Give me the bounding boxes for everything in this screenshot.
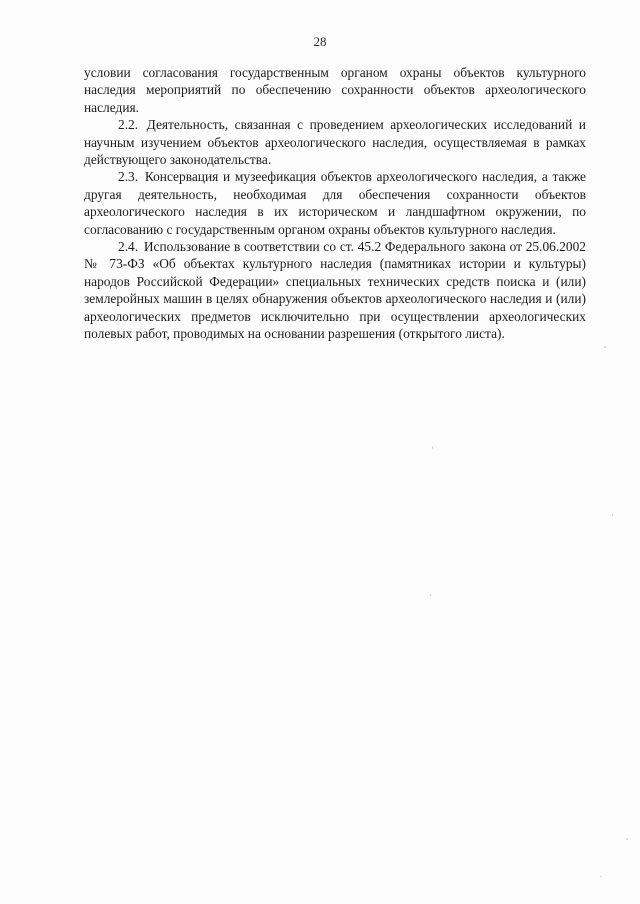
page-number: 28: [313, 34, 327, 49]
paragraph-continuation: [84, 64, 586, 116]
paragraph-number: 2.4.: [118, 239, 139, 255]
scan-speck: [430, 594, 431, 596]
scan-speck: [604, 346, 606, 348]
paragraph-2-3: [84, 168, 586, 238]
paragraph-2-2: [84, 116, 586, 168]
paragraph-number: 2.2.: [118, 117, 139, 133]
paragraph-text: Консервация и музеефикация объектов археологического наследия, а также другая деятельность, необходимая для обеспечения сохранности объектов археологического наследия в их историческом и ландшафтном окружении, по согласованию с государственным органом охраны объектов культурного наследия.: [84, 169, 586, 237]
scan-speck: [600, 876, 602, 877]
paragraph-2-4: [84, 238, 586, 342]
paragraph-text: Использование в соответствии со ст. 45.2 Федерального закона от 25.06.2002 № 73-ФЗ «Об объектах культурного наследия (памятниках истории и культуры) народов Российской Федерации» специальных технических средств поиска и (или) землеройных машин в целях обнаружения объектов археологического наследия и (или) археологических предметов исключительно при осуществлении археологических полевых работ, проводимых на основании разрешения (открытого листа).: [84, 239, 586, 342]
document-body: [84, 64, 586, 343]
scan-speck: [432, 446, 433, 449]
scan-speck: [612, 514, 613, 516]
paragraph-text: Деятельность, связанная с проведением археологических исследований и научным изучением объектов археологического наследия, осуществляемая в рамках действующего законодательства.: [84, 117, 586, 168]
scan-speck: [626, 838, 628, 840]
paragraph-text: условии согласования государственным органом охраны объектов культурного наследия мероприятий по обеспечению сохранности объектов археологического наследия.: [84, 65, 586, 115]
paragraph-number: 2.3.: [118, 169, 139, 185]
